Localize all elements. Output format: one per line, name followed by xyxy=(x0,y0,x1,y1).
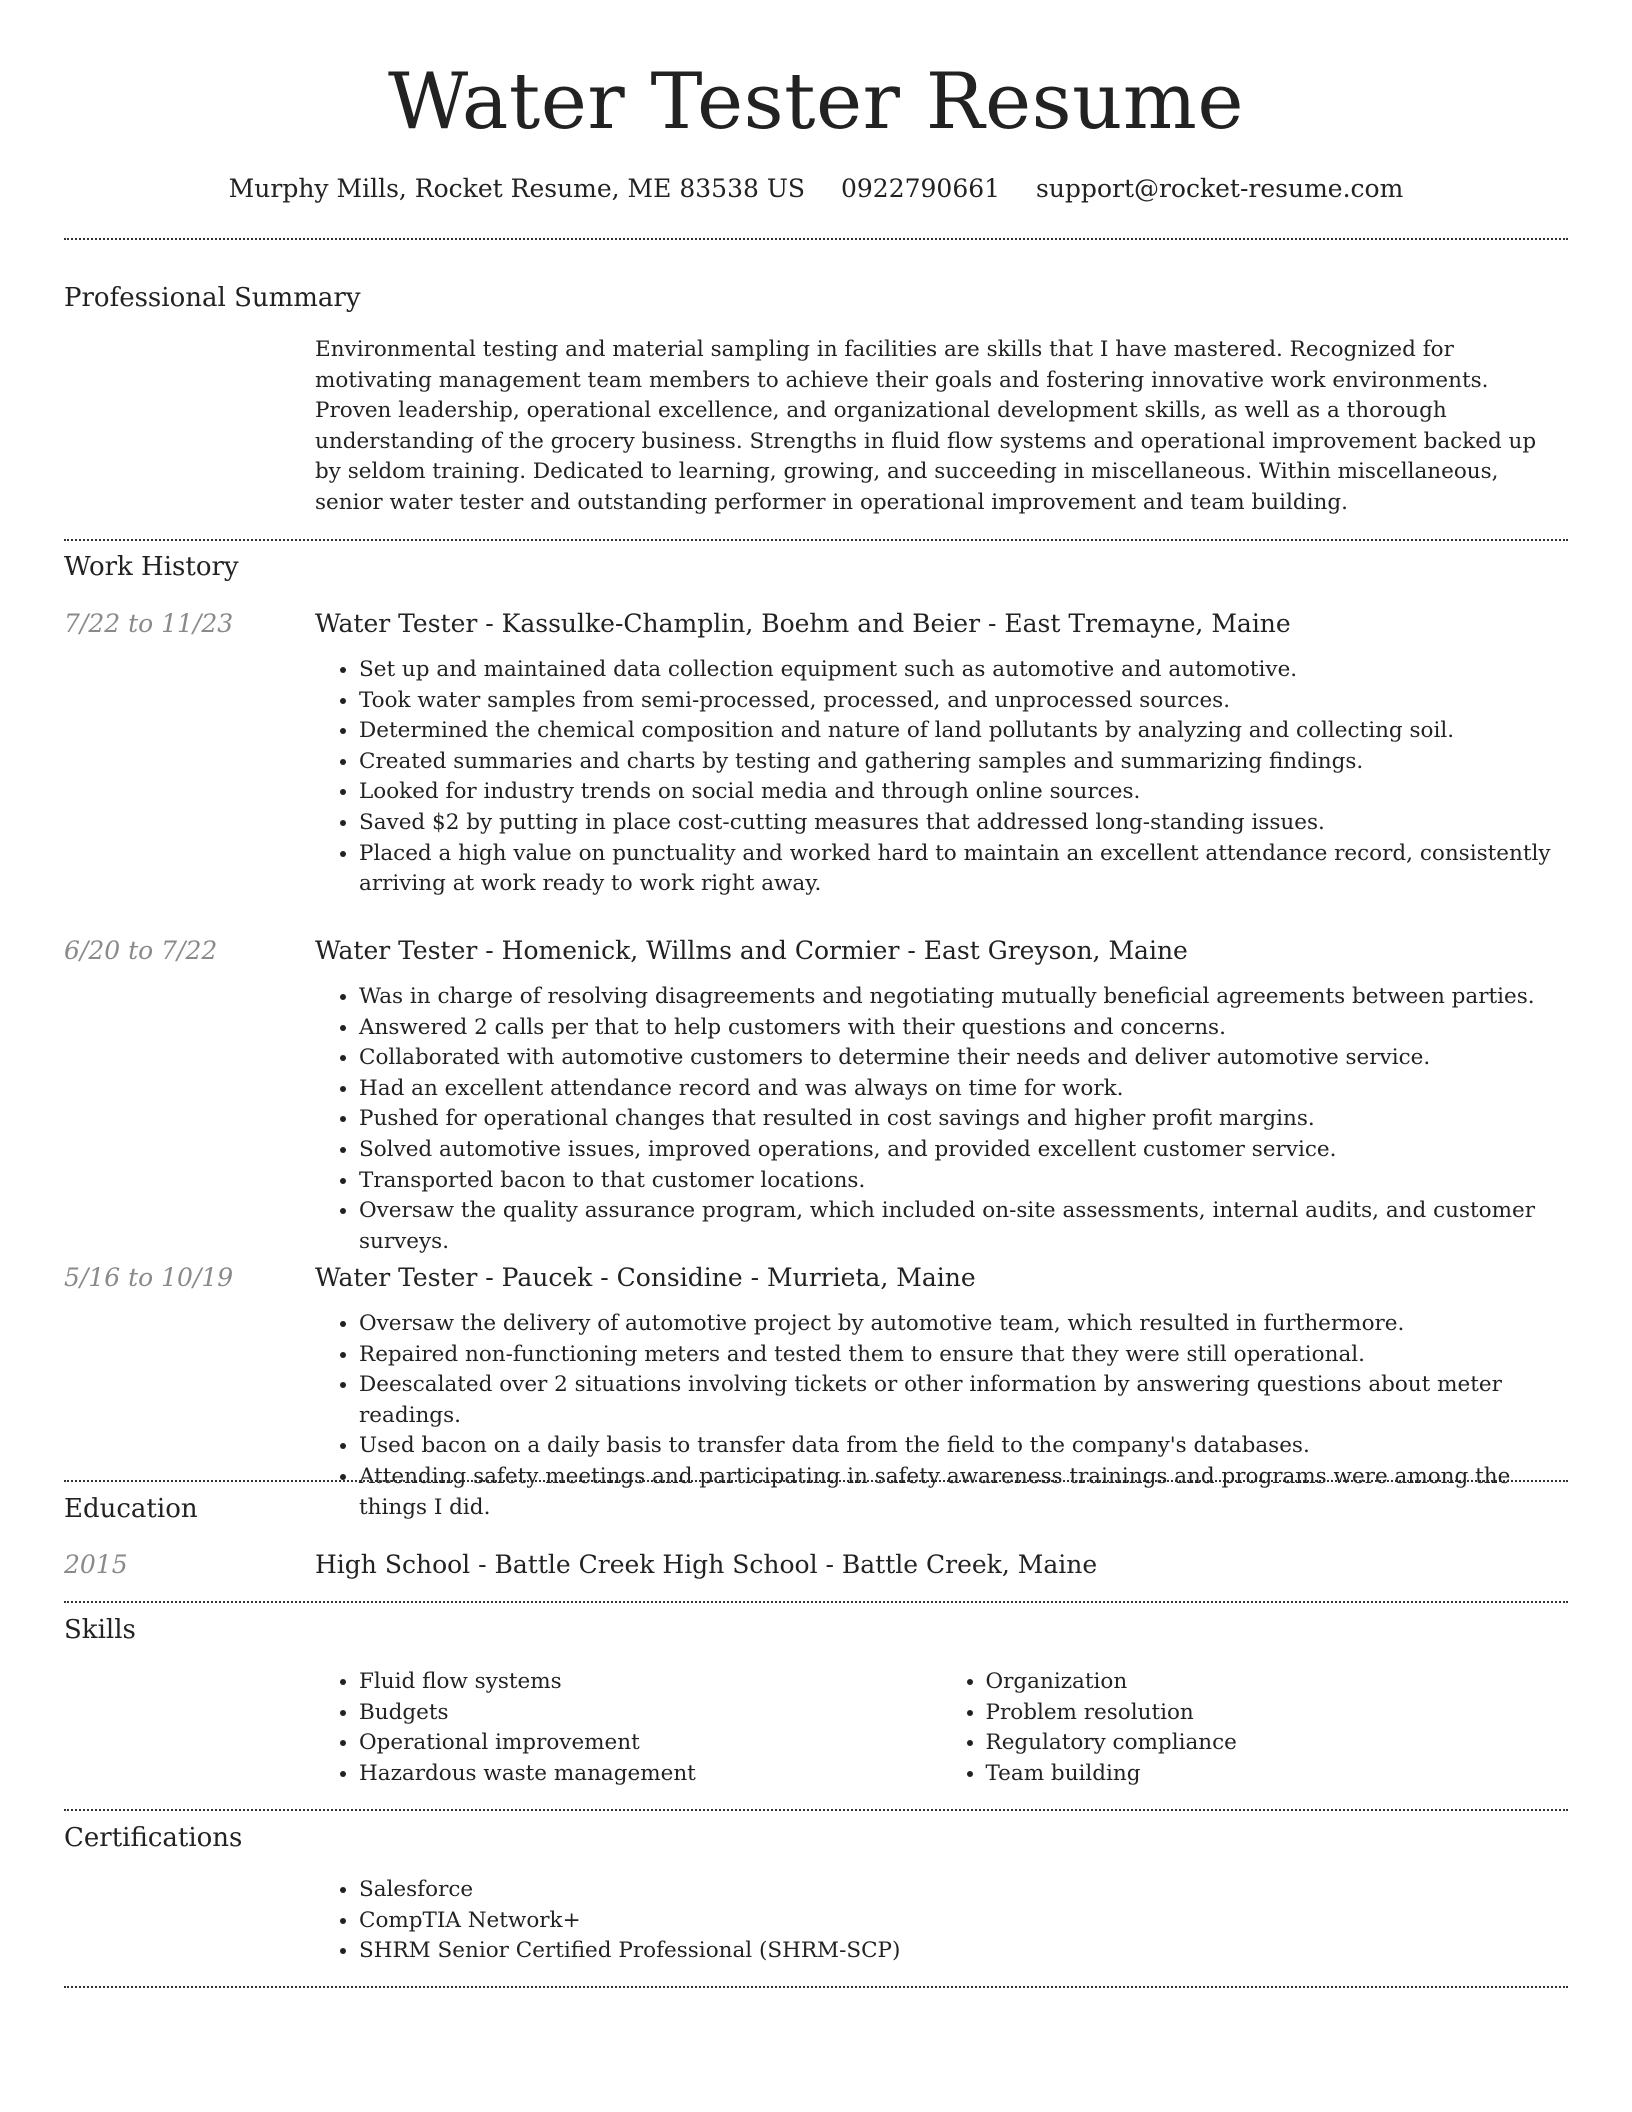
work-section xyxy=(64,550,1568,584)
skill-item: • Budgets xyxy=(359,1698,942,1729)
job-bullet: • Saved $2 by putting in place cost-cutting measures that addressed long-standing issues. xyxy=(359,808,1568,839)
work-heading: Work History xyxy=(64,552,239,582)
job-bullet: • Set up and maintained data collection equipment such as automotive and automotive. xyxy=(359,655,1568,686)
certifications-list xyxy=(315,1875,1568,1967)
job-bullet: • Created summaries and charts by testing and gathering samples and summarizing findings. xyxy=(359,747,1568,778)
skills-list-left xyxy=(315,1667,942,1789)
resume-title: Water Tester Resume xyxy=(388,57,1244,147)
job-bullet: • Oversaw the delivery of automotive project by automotive team, which resulted in furthermore. xyxy=(359,1309,1568,1340)
job-bullet: • Placed a high value on punctuality and worked hard to maintain an excellent attendance record, consistently arriving at work ready to work right away. xyxy=(359,839,1568,900)
job-bullet: • Oversaw the quality assurance program, which included on-site assessments, internal audits, and customer surveys. xyxy=(359,1196,1568,1257)
job-bullet: • Transported bacon to that customer locations. xyxy=(359,1166,1568,1197)
job-dates: 7/22 to 11/23 xyxy=(64,609,234,638)
job-entry xyxy=(64,934,1568,1257)
job-title: Water Tester - Paucek - Considine - Murrieta, Maine xyxy=(315,1263,976,1292)
skills-divider xyxy=(64,1809,1568,1811)
job-bullet: • Determined the chemical composition and nature of land pollutants by analyzing and collecting soil. xyxy=(359,716,1568,747)
certifications-divider xyxy=(64,1986,1568,1988)
education-heading: Education xyxy=(64,1494,198,1524)
job-bullet: • Was in charge of resolving disagreements and negotiating mutually beneficial agreements between parties. xyxy=(359,982,1568,1013)
job-title: Water Tester - Kassulke-Champlin, Boehm and Beier - East Tremayne, Maine xyxy=(315,609,1291,638)
skill-item: • Operational improvement xyxy=(359,1728,942,1759)
skill-item: • Organization xyxy=(986,1667,1569,1698)
education-entry xyxy=(64,1548,1568,1582)
job-title: Water Tester - Homenick, Willms and Cormier - East Greyson, Maine xyxy=(315,936,1188,965)
certification-item: • CompTIA Network+ xyxy=(359,1906,1568,1937)
contact-email: support@rocket-resume.com xyxy=(1036,174,1404,203)
education-row xyxy=(64,1548,1568,1582)
skill-item: • Hazardous waste management xyxy=(359,1759,942,1790)
contact-address: Murphy Mills, Rocket Resume, ME 83538 US xyxy=(228,174,806,203)
job-bullet: • Looked for industry trends on social media and through online sources. xyxy=(359,777,1568,808)
job-bullet: • Used bacon on a daily basis to transfer data from the field to the company's databases. xyxy=(359,1431,1568,1462)
summary-text: Environmental testing and material sampling in facilities are skills that I have mastered. Recognized for motivating management team members to achieve their goals and fostering innovative work environments. Proven leadership, operational excellence, and organizational development skills, as well as a thorough understanding of the grocery business. Strengths in fluid flow systems and operational improvement backed up by seldom training. Dedicated to learning, growing, and succeeding in miscellaneous. Within miscellaneous, senior water tester and outstanding performer in operational improvement and team building. xyxy=(315,337,1537,515)
summary-divider xyxy=(64,539,1568,541)
skill-item: • Problem resolution xyxy=(986,1698,1569,1729)
job-entry xyxy=(64,607,1568,900)
header-divider xyxy=(64,238,1568,240)
contact-line xyxy=(0,172,1632,206)
job-header xyxy=(64,607,1568,641)
job-bullet: • Attending safety meetings and participating in safety awareness trainings and programs were among the things I did. xyxy=(359,1462,1568,1523)
skills-section xyxy=(64,1613,1568,1789)
job-entry xyxy=(64,1261,1568,1523)
job-header xyxy=(64,934,1568,968)
certifications-section xyxy=(64,1821,1568,1967)
job-dates: 6/20 to 7/22 xyxy=(64,936,218,965)
job-bullet: • Took water samples from semi-processed, processed, and unprocessed sources. xyxy=(359,686,1568,717)
skill-item: • Fluid flow systems xyxy=(359,1667,942,1698)
education-section xyxy=(64,1492,1568,1526)
job-header xyxy=(64,1261,1568,1295)
job-bullet: • Collaborated with automotive customers to determine their needs and deliver automotive service. xyxy=(359,1043,1568,1074)
skill-item: • Team building xyxy=(986,1759,1569,1790)
skill-item: • Regulatory compliance xyxy=(986,1728,1569,1759)
certifications-heading: Certifications xyxy=(64,1823,243,1853)
certification-item: • Salesforce xyxy=(359,1875,1568,1906)
education-year: 2015 xyxy=(64,1550,128,1579)
summary-section xyxy=(64,281,1568,518)
job-bullets xyxy=(315,982,1568,1257)
work-divider xyxy=(64,1480,1568,1482)
job-bullets xyxy=(315,655,1568,900)
education-title: High School - Battle Creek High School - Battle Creek, Maine xyxy=(315,1550,1098,1579)
job-bullet: • Answered 2 calls per that to help customers with their questions and concerns. xyxy=(359,1013,1568,1044)
contact-phone: 0922790661 xyxy=(840,174,1001,203)
job-dates: 5/16 to 10/19 xyxy=(64,1263,234,1292)
skills-list-right xyxy=(942,1667,1569,1789)
job-bullet: • Deescalated over 2 situations involving tickets or other information by answering questions about meter readings. xyxy=(359,1370,1568,1431)
job-bullet: • Solved automotive issues, improved operations, and provided excellent customer service. xyxy=(359,1135,1568,1166)
certification-item: • SHRM Senior Certified Professional (SHRM-SCP) xyxy=(359,1936,1568,1967)
job-bullet: • Repaired non-functioning meters and tested them to ensure that they were still operational. xyxy=(359,1340,1568,1371)
skills-heading: Skills xyxy=(64,1615,136,1645)
education-divider xyxy=(64,1601,1568,1603)
job-bullet: • Pushed for operational changes that resulted in cost savings and higher profit margins. xyxy=(359,1104,1568,1135)
summary-heading: Professional Summary xyxy=(64,283,361,313)
job-bullet: • Had an excellent attendance record and was always on time for work. xyxy=(359,1074,1568,1105)
skills-columns xyxy=(315,1667,1568,1789)
